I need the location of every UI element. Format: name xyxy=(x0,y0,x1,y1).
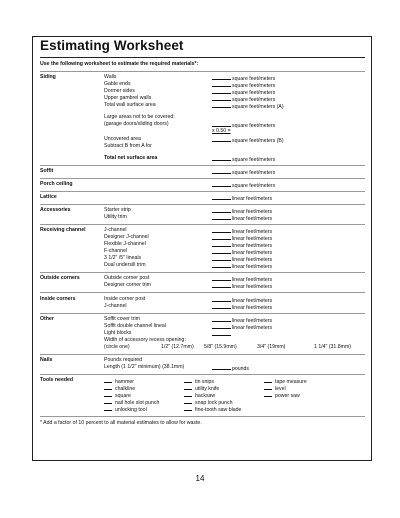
receiving-row xyxy=(0,262,400,270)
siding-row xyxy=(0,128,400,136)
item-label: Total wall surface area xyxy=(104,102,156,108)
tool-checkbox[interactable]: unlocking tool xyxy=(104,405,147,414)
lattice-row xyxy=(0,194,400,202)
soffit-row xyxy=(0,168,400,176)
siding-row xyxy=(0,155,400,163)
item-label: 3 1/2" /5" lineals xyxy=(104,255,142,261)
section-label-accessories: Accessories xyxy=(40,207,71,213)
item-label: Starter strip xyxy=(104,207,131,213)
item-label: Inside corner post xyxy=(104,296,146,302)
item-label: Gable ends xyxy=(104,81,131,87)
section-label-porch-ceiling: Porch ceiling xyxy=(40,181,73,187)
item-label: Pounds required xyxy=(104,357,143,363)
fill-field[interactable]: linear feet/meters xyxy=(212,303,272,312)
item-label: Utility trim xyxy=(104,214,127,220)
porch-row xyxy=(0,181,400,189)
divider xyxy=(40,191,365,192)
item-label: Light blocks xyxy=(104,330,132,336)
tool-checkbox[interactable]: fine-tooth saw blade xyxy=(184,405,241,414)
fill-field[interactable]: linear feet/meters xyxy=(212,316,272,325)
item-label: Walls xyxy=(104,74,117,80)
tool-checkbox[interactable]: square xyxy=(104,391,131,400)
item-label: (garage doors/sliding doors) xyxy=(104,121,169,127)
item-label: Subtract B from A for xyxy=(104,143,152,149)
fill-field[interactable]: square feet/meters (A) xyxy=(212,102,284,111)
item-label: Soffit double channel lineal xyxy=(104,323,166,329)
divider xyxy=(40,313,365,314)
fill-field[interactable]: square feet/meters xyxy=(212,181,275,190)
divider xyxy=(40,224,365,225)
tool-checkbox[interactable]: power saw xyxy=(264,391,300,400)
item-label: Uncovered area xyxy=(104,136,141,142)
fill-field[interactable]: linear feet/meters xyxy=(212,194,272,203)
item-label: Dual undersill trim xyxy=(104,262,146,268)
tool-checkbox[interactable]: snap lock punch xyxy=(184,398,233,407)
section-label-outside-corners: Outside corners xyxy=(40,275,80,281)
item-label: Soffit cover trim xyxy=(104,316,140,322)
divider xyxy=(40,272,365,273)
width-option[interactable]: 3/4" (19mm) xyxy=(257,344,286,350)
fill-field[interactable]: pounds xyxy=(212,364,249,373)
intro-text: Use the following worksheet to estimate the required materials*: xyxy=(40,61,199,67)
page-title: Estimating Worksheet xyxy=(40,38,184,53)
section-label-siding: Siding xyxy=(40,74,56,80)
title-rule xyxy=(40,57,365,58)
item-label: Designer corner trim xyxy=(104,282,151,288)
item-label: J-channel xyxy=(104,227,127,233)
fill-field[interactable]: linear feet/meters xyxy=(212,296,272,305)
fill-field[interactable]: linear feet/meters xyxy=(212,323,272,332)
divider xyxy=(40,204,365,205)
fill-field[interactable]: linear feet/meters xyxy=(212,275,272,284)
item-label: Dormer sides xyxy=(104,88,135,94)
fill-field[interactable]: square feet/meters xyxy=(212,74,275,83)
tool-checkbox[interactable]: tin snips xyxy=(184,377,214,386)
tool-checkbox[interactable]: level xyxy=(264,384,286,393)
fill-field[interactable]: square feet/meters xyxy=(212,168,275,177)
fill-field[interactable]: linear feet/meters xyxy=(212,227,272,236)
tool-checkbox[interactable]: chalkline xyxy=(104,384,135,393)
accessories-row xyxy=(0,214,400,222)
fill-field[interactable]: linear feet/meters xyxy=(212,214,272,223)
section-label-tools: Tools needed xyxy=(40,377,74,383)
tool-checkbox[interactable]: hammer xyxy=(104,377,134,386)
item-label: Designer J-channel xyxy=(104,234,149,240)
section-label-other: Other xyxy=(40,316,54,322)
section-label-lattice: Lattice xyxy=(40,194,57,200)
item-label: J-channel xyxy=(104,303,127,309)
fill-field[interactable]: square feet/meters (B) xyxy=(212,136,284,145)
item-label: Large areas not to be covered: xyxy=(104,114,175,120)
item-label: Outside corner post xyxy=(104,275,150,281)
multiplier-text: x 0.50 = xyxy=(212,128,231,134)
tool-checkbox[interactable]: nail hole slot punch xyxy=(104,398,159,407)
divider xyxy=(40,374,365,375)
width-option[interactable]: 1/2" (12.7mm) xyxy=(161,344,194,350)
divider xyxy=(40,354,365,355)
siding-row xyxy=(0,102,400,110)
fill-field[interactable]: square feet/meters xyxy=(212,95,275,104)
tool-checkbox[interactable]: hacksaw xyxy=(184,391,215,400)
divider xyxy=(40,178,365,179)
item-label: Width of accessory recess opening: xyxy=(104,337,186,343)
fill-field[interactable]: square feet/meters xyxy=(212,121,275,130)
fill-field[interactable]: square feet/meters xyxy=(212,81,275,90)
fill-field[interactable]: linear feet/meters xyxy=(212,262,272,271)
divider xyxy=(40,71,365,72)
width-option[interactable]: 5/8" (15.9mm) xyxy=(204,344,237,350)
tool-checkbox[interactable]: utility knife xyxy=(184,384,219,393)
fill-field[interactable]: linear feet/meters xyxy=(212,248,272,257)
width-option[interactable]: 1 1/4" (31.8mm) xyxy=(314,344,352,350)
fill-field[interactable]: linear feet/meters xyxy=(212,282,272,291)
fill-field[interactable]: square feet/meters xyxy=(212,155,275,164)
section-label-inside-corners: Inside corners xyxy=(40,296,76,302)
fill-field[interactable]: linear feet/meters xyxy=(212,241,272,250)
item-label: Length (1 1/2" minimum) (38.1mm) xyxy=(104,364,185,370)
item-label: (circle one) xyxy=(104,344,130,350)
fill-field[interactable]: linear feet/meters xyxy=(212,255,272,264)
item-label: Flexible J-channel xyxy=(104,241,146,247)
item-label: F-channel xyxy=(104,248,128,254)
section-label-receiving-channel: Receiving channel xyxy=(40,227,86,233)
tool-checkbox[interactable]: tape measure xyxy=(264,377,307,386)
siding-row xyxy=(0,143,400,151)
fill-field[interactable]: linear feet/meters xyxy=(212,207,272,216)
nails-row xyxy=(0,364,400,372)
item-label: Total net surface area xyxy=(104,155,158,161)
fill-field[interactable]: linear feet/meters xyxy=(212,234,272,243)
section-label-nails: Nails xyxy=(40,357,53,363)
other-row-widths xyxy=(0,344,400,352)
item-label: Upper gambrel walls xyxy=(104,95,152,101)
outside-row xyxy=(0,282,400,290)
page-number: 14 xyxy=(195,474,205,483)
inside-row xyxy=(0,303,400,311)
divider xyxy=(40,292,365,293)
footnote: * Add a factor of 10 percent to all material estimates to allow for waste. xyxy=(40,420,202,426)
divider xyxy=(40,165,365,166)
section-label-soffit: Soffit xyxy=(40,168,54,174)
divider xyxy=(40,416,365,417)
fill-field[interactable]: square feet/meters xyxy=(212,88,275,97)
